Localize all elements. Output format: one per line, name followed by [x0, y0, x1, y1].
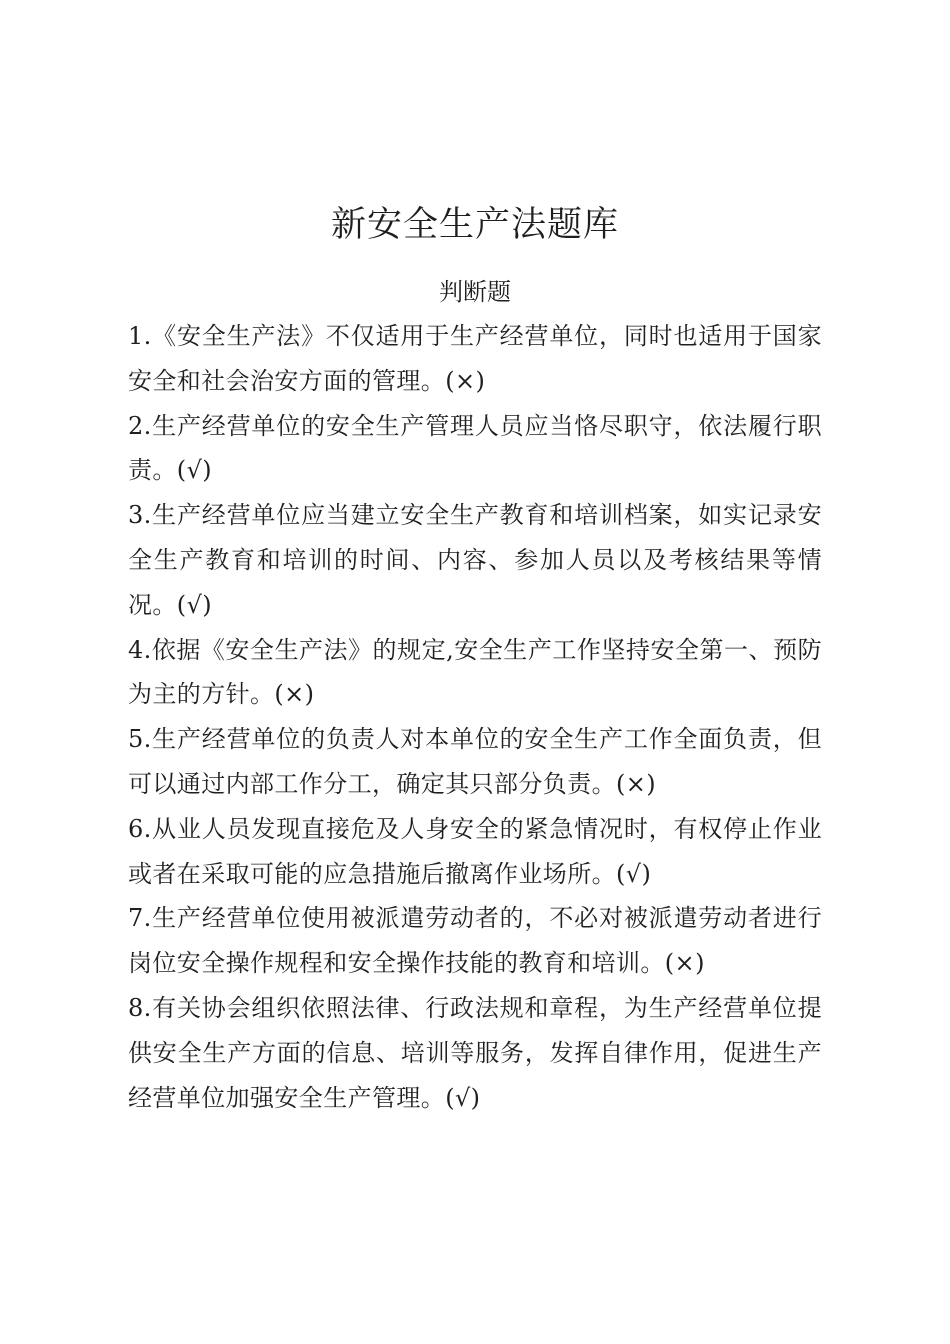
question-item: 7.生产经营单位使用被派遣劳动者的，不必对被派遣劳动者进行岗位安全操作规程和安全操作技能的教育和培训。(×) — [128, 904, 822, 978]
question-item: 5.生产经营单位的负责人对本单位的安全生产工作全面负责，但可以通过内部工作分工，确定其只部分负责。(×) — [128, 725, 822, 798]
question-item: 3.生产经营单位应当建立安全生产教育和培训档案，如实记录安全生产教育和培训的时间、内容、参加人员以及考核结果等情况。(√) — [128, 501, 822, 619]
question-item: 6.从业人员发现直接危及人身安全的紧急情况时，有权停止作业或者在采取可能的应急措施后撤离作业场所。(√) — [128, 814, 822, 888]
question-item: 8.有关协会组织依照法律、行政法规和章程，为生产经营单位提供安全生产方面的信息、培训等服务，发挥自律作用，促进生产经营单位加强安全生产管理。(√) — [128, 993, 822, 1112]
question-item: 1.《安全生产法》不仅适用于生产经营单位，同时也适用于国家安全和社会治安方面的管理。(×) — [128, 322, 822, 395]
question-item: 2.生产经营单位的安全生产管理人员应当恪尽职守，依法履行职责。(√) — [128, 411, 822, 485]
section-heading: 判断题 — [439, 278, 511, 306]
document-title: 新安全生产法题库 — [330, 205, 619, 246]
question-item: 4.依据《安全生产法》的规定,安全生产工作坚持安全第一、预防为主的方针。(×) — [128, 635, 822, 709]
question-list — [128, 314, 822, 1120]
